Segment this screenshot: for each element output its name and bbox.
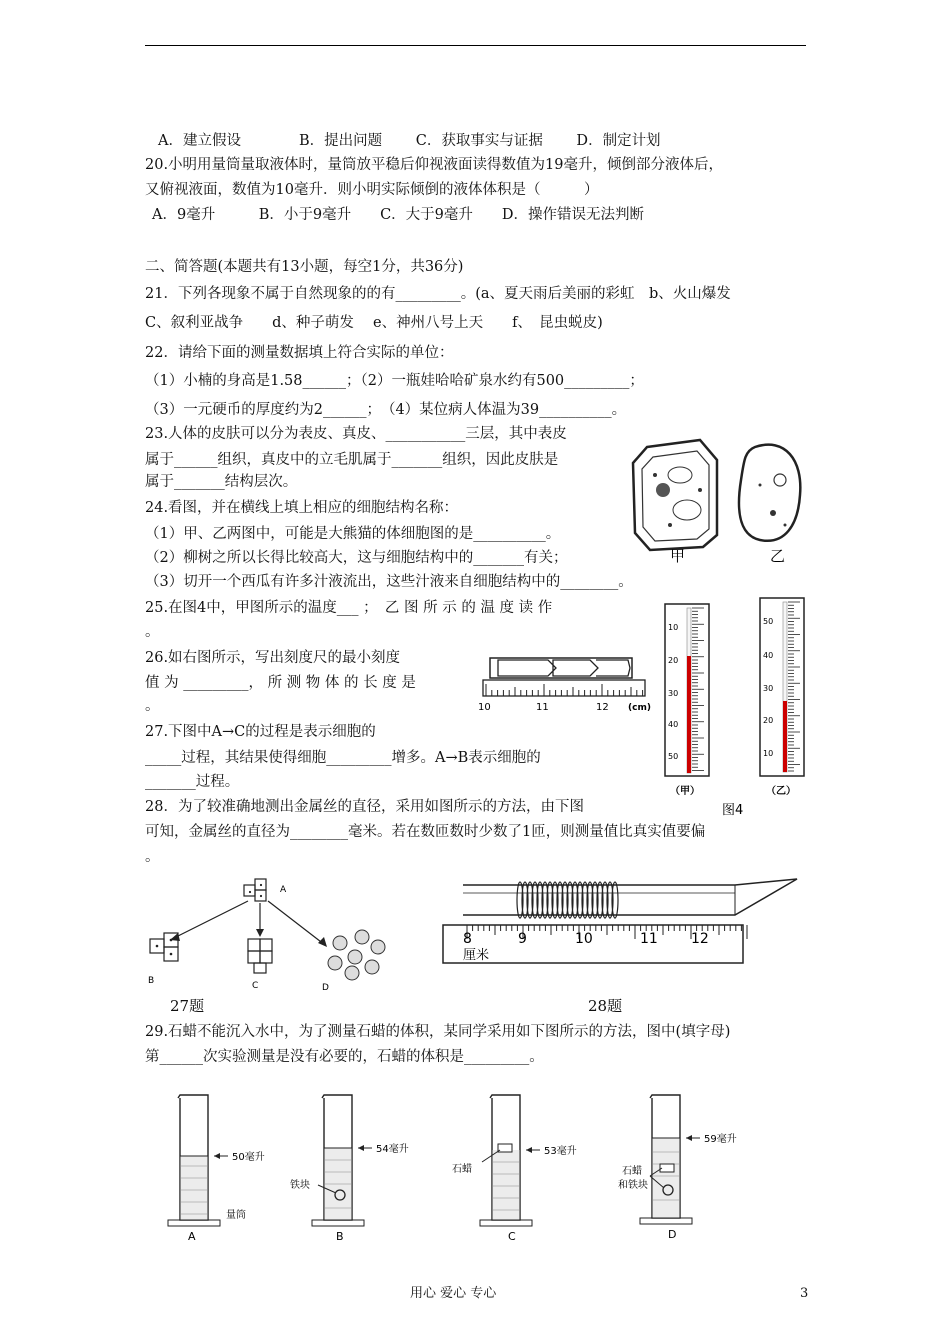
q20-line1: 20.小明用量筒量取液体时，量筒放平稳后仰视液面读得数值为19毫升，倾倒部分液体后， bbox=[145, 157, 724, 173]
q22-line2: （1）小楠的身高是1.58______；（2）一瓶娃哈哈矿泉水约有500_________； bbox=[145, 373, 644, 389]
cyl-b-extra: 铁块 bbox=[290, 1180, 310, 1191]
ruler-unit: (cm) bbox=[628, 703, 651, 713]
fig28-tick: 12 bbox=[691, 931, 709, 947]
therm-yi-tick: 30 bbox=[763, 684, 774, 693]
cell-label-yi: 乙 bbox=[770, 547, 786, 565]
cylinder-d bbox=[618, 1095, 737, 1241]
therm-yi-tick: 50 bbox=[763, 617, 774, 626]
fig-28-wire-on-pencil bbox=[435, 875, 810, 975]
fig28-unit: 厘米 bbox=[463, 948, 490, 963]
cell-label-jia: 甲 bbox=[670, 547, 686, 565]
q29-line1: 29.石蜡不能沉入水中，为了测量石蜡的体积，某同学采用如下图所示的方法，图中(填字母) bbox=[145, 1024, 731, 1040]
cyl-d-letter: D bbox=[668, 1228, 677, 1241]
q27-line1: 27.下图中A→C的过程是表示细胞的 bbox=[145, 724, 376, 740]
therm-jia-tick: 10 bbox=[668, 623, 679, 632]
fig27-caption: 27题 bbox=[170, 997, 205, 1015]
cyl-d-extra-line2: 和铁块 bbox=[618, 1180, 648, 1191]
cyl-c-extra: 石蜡 bbox=[452, 1164, 472, 1175]
therm-jia-label: （甲） bbox=[670, 786, 700, 797]
ruler-tick-label: 12 bbox=[596, 702, 609, 713]
ruler-26-figure bbox=[478, 650, 658, 722]
therm-yi-label: （乙） bbox=[766, 786, 796, 797]
thermometers-figure bbox=[660, 596, 820, 816]
page-number: 3 bbox=[800, 1286, 809, 1301]
plant-cell-drawing bbox=[633, 440, 717, 550]
q24-line1: 24.看图，并在横线上填上相应的细胞结构名称： bbox=[145, 500, 459, 516]
q26-line3: 。 bbox=[145, 698, 160, 714]
ruler-tick-label: 11 bbox=[536, 702, 549, 713]
cylinder-b bbox=[290, 1095, 409, 1243]
figure-4-label: 图4 bbox=[722, 803, 744, 816]
q25-line1: 25.在图4中，甲图所示的温度___ ； 乙 图 所 示 的 温 度 读 作 bbox=[145, 600, 553, 616]
cyl-d-extra-line1: 石蜡 bbox=[622, 1166, 642, 1177]
fig28-tick: 11 bbox=[640, 931, 658, 947]
animal-cell-drawing bbox=[739, 445, 800, 541]
cyl-c-reading: 53毫升 bbox=[544, 1146, 577, 1157]
q20-options: A．9毫升 B．小于9毫升 C．大于9毫升 D．操作错误无法判断 bbox=[152, 207, 645, 223]
therm-yi-tick: 20 bbox=[763, 716, 774, 725]
section2-title: 二、简答题(本题共有13小题，每空1分，共36分) bbox=[145, 259, 464, 275]
q26-line1: 26.如右图所示，写出刻度尺的最小刻度 bbox=[145, 650, 401, 666]
q24-line2: （1）甲、乙两图中，可能是大熊猫的体细胞图的是__________。 bbox=[145, 526, 561, 542]
thermometer-yi bbox=[760, 598, 804, 797]
therm-jia-tick: 30 bbox=[668, 689, 679, 698]
q19-options: A．建立假设 B．提出问题 C．获取事实与证据 D．制定计划 bbox=[158, 133, 661, 149]
cyl-c-letter: C bbox=[508, 1230, 516, 1243]
therm-jia-tick: 40 bbox=[668, 720, 679, 729]
cell-figures bbox=[625, 435, 820, 565]
fig-27-cell-division bbox=[140, 875, 400, 1000]
fig27-label-d: D bbox=[322, 983, 329, 993]
fig28-tick: 9 bbox=[518, 931, 527, 947]
fig-29-cylinders bbox=[150, 1080, 800, 1245]
fig28-caption: 28题 bbox=[588, 997, 623, 1015]
fig27-label-b: B bbox=[148, 976, 155, 986]
q26-line2: 值 为 _________， 所 测 物 体 的 长 度 是 bbox=[145, 675, 416, 691]
cylinder-a bbox=[168, 1095, 265, 1243]
cyl-a-letter: A bbox=[188, 1230, 196, 1243]
footer-center: 用心 爱心 专心 bbox=[410, 1286, 497, 1301]
cyl-a-extra: 量筒 bbox=[226, 1210, 246, 1221]
fig28-tick: 10 bbox=[575, 931, 593, 947]
q27-line3: _______过程。 bbox=[145, 774, 240, 790]
q22-line1: 22．请给下面的测量数据填上符合实际的单位： bbox=[145, 345, 454, 361]
ruler-tick-label: 10 bbox=[478, 702, 491, 713]
q25-line2: 。 bbox=[145, 624, 160, 640]
therm-jia-tick: 50 bbox=[668, 752, 679, 761]
q20-line2: 又俯视液面，数值为10毫升．则小明实际倾倒的液体体积是（ ） bbox=[145, 182, 599, 198]
q23-line3: 属于_______结构层次。 bbox=[145, 474, 298, 490]
q28-line1: 28．为了较准确地测出金属丝的直径，采用如图所示的方法，由下图 bbox=[145, 799, 584, 815]
thermometer-jia bbox=[665, 604, 709, 797]
header-rule bbox=[145, 45, 806, 46]
cyl-a-reading: 50毫升 bbox=[232, 1152, 265, 1163]
cyl-d-reading: 59毫升 bbox=[704, 1134, 737, 1145]
cylinder-c bbox=[452, 1095, 577, 1243]
q22-line3: （3）一元硬币的厚度约为2______； （4）某位病人体温为39__________。 bbox=[145, 402, 627, 418]
q21-line2: C、叙利亚战争 d、种子萌发 e、神州八号上天 f、 昆虫蜕皮) bbox=[145, 315, 603, 331]
cyl-b-reading: 54毫升 bbox=[376, 1144, 409, 1155]
cyl-b-letter: B bbox=[336, 1230, 344, 1243]
q23-line2: 属于______组织，真皮中的立毛肌属于_______组织，因此皮肤是 bbox=[145, 452, 559, 468]
q27-line2: _____过程，其结果使得细胞_________增多。A→B表示细胞的 bbox=[145, 750, 541, 766]
q28-line3: 。 bbox=[145, 849, 160, 865]
therm-yi-tick: 40 bbox=[763, 651, 774, 660]
q28-line2: 可知，金属丝的直径为________毫米。若在数匝数时少数了1匝，则测量值比真实值要偏 bbox=[145, 824, 706, 840]
therm-yi-tick: 10 bbox=[763, 749, 774, 758]
q24-line3: （2）柳树之所以长得比较高大，这与细胞结构中的_______有关； bbox=[145, 550, 568, 566]
fig28-tick: 8 bbox=[463, 931, 472, 947]
fig27-label-a: A bbox=[280, 885, 287, 895]
fig27-label-c: C bbox=[252, 981, 259, 991]
q23-line1: 23.人体的皮肤可以分为表皮、真皮、___________三层，其中表皮 bbox=[145, 426, 567, 442]
q29-line2: 第______次实验测量是没有必要的，石蜡的体积是_________。 bbox=[145, 1049, 544, 1065]
q21-line1: 21．下列各现象不属于自然现象的的有_________。(a、夏天雨后美丽的彩虹 b、火山爆发 bbox=[145, 286, 731, 302]
therm-jia-tick: 20 bbox=[668, 656, 679, 665]
q24-line4: （3）切开一个西瓜有许多汁液流出，这些汁液来自细胞结构中的________。 bbox=[145, 574, 633, 590]
